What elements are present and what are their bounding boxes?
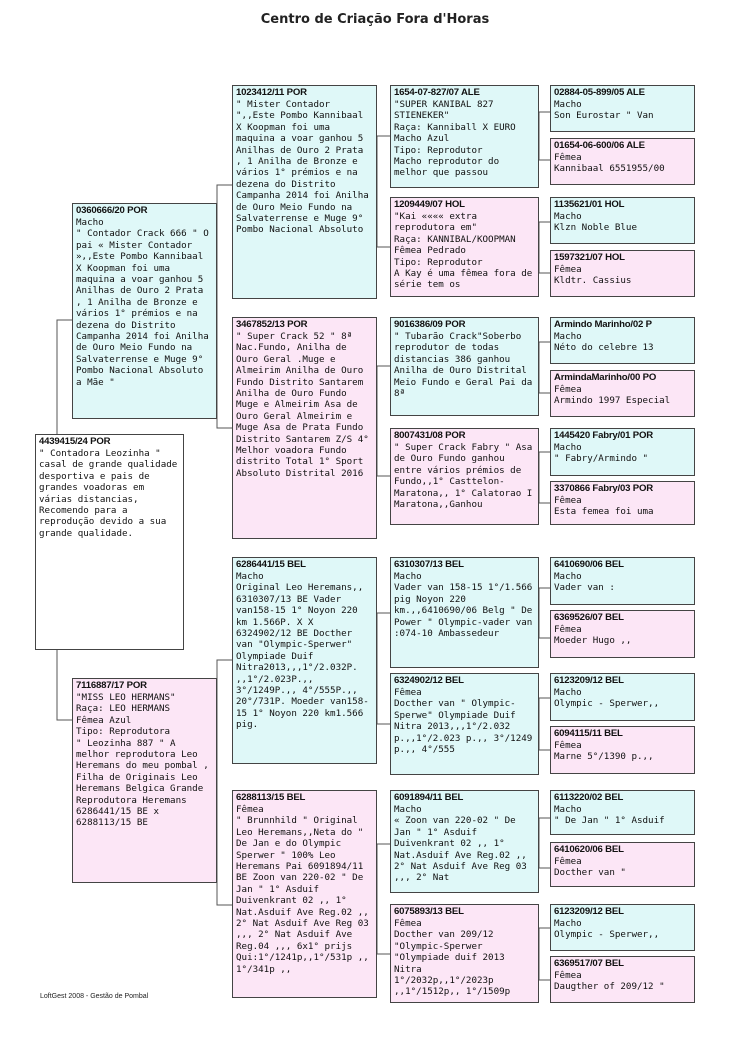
description: Fêmea Kannibaal 6551955/00 <box>554 152 665 175</box>
gen5-card-5[interactable] <box>550 317 695 364</box>
description: Macho " Contador Crack 666 " O pai « Mister Contador »,,Este Pombo Kannibaal X Koopman foi uma maquina a voar ganhou 5 Anilhas de Ouro 2 Prata , 1 Anilha de Bronze e vários 1° prémios e na dezena do Distrito Campanha 2014 foi Anilha de Ouro Meio Fundo na Salvaterrense e Muge 9° Pombo Nacional Absoluto a Mãe " <box>76 217 209 388</box>
gen5-card-8[interactable] <box>550 481 695 525</box>
grandsire-maternal-card[interactable] <box>232 557 377 764</box>
ring-number: 6410620/06 BEL <box>554 844 624 855</box>
gen4-card-5[interactable] <box>390 557 539 668</box>
description: "Kai «««« extra reprodutora em" Raça: KANNIBAL/KOOPMAN Fêmea Pedrado Tipo: Reprodutor A Kay é uma fêmea fora de série tem os <box>394 211 533 291</box>
granddam-paternal-card[interactable] <box>232 317 377 539</box>
description: Macho « Zoon van 220-02 " De Jan " 1° Asduif Duivenkrant 02 ,, 1° Nat.Asduif Ave Reg.02 ,, 2° Nat Asduif Ave Reg 03 ,,, 2° Nat <box>394 804 527 884</box>
description: Fêmea " Brunnhild " Original Leo Heremans,,Neta do " De Jan e do Olympic Sperwer " 100% Leo Heremans Pai 6091894/11 BE Zoon van 220-02 " De Jan " 1° Asduif Duivenkrant 02 ,, 1° Nat.Asduif Ave Reg.02 ,, 2° Nat Asduif Ave Reg 03 ,,, 2° Nat Asduif Ave Reg.04 ,,, 6x1° prijs Qui:1°/1241p,,1°/531p ,, 1°/341p ,, <box>236 804 369 975</box>
ring-number: 6310307/13 BEL <box>394 559 464 570</box>
gen5-card-11[interactable] <box>550 673 695 721</box>
ring-number: 1654-07-827/07 ALE <box>394 87 480 98</box>
description: Fêmea Docther van " Olympic- Sperwe" Olympiade Duif Nitra 2013,,,1°/2.032 p.,,1°/2.023 p.,, 3°/1249 p.,, 4°/555 <box>394 687 533 756</box>
description: "SUPER KANIBAL 827 STIENEKER" Raça: Kanniball X EURO Macho Azul Tipo: Reprodutor Macho reprodutor do melhor que passou <box>394 99 516 179</box>
gen5-card-1[interactable] <box>550 85 695 132</box>
ring-number: 8007431/08 POR <box>394 430 466 441</box>
description: " Contadora Leozinha " casal de grande qualidade desportiva e pais de grandes voadoras em várias distancias, Recomendo para a reprodução devido a sua grande qualidade. <box>39 448 183 539</box>
description: Macho Vader van : <box>554 571 615 594</box>
ring-number: 6123209/12 BEL <box>554 906 624 917</box>
description: Macho Son Eurostar " Van <box>554 99 654 122</box>
ring-number: 6410690/06 BEL <box>554 559 624 570</box>
granddam-maternal-card[interactable] <box>232 790 377 998</box>
sire-card[interactable] <box>72 203 217 419</box>
gen5-card-3[interactable] <box>550 197 695 244</box>
gen5-card-4[interactable] <box>550 250 695 297</box>
ring-number: 1209449/07 HOL <box>394 199 465 210</box>
ring-number: 1023412/11 POR <box>236 87 307 98</box>
description: " Super Crack 52 " 8ª Nac.Fundo, Anilha de Ouro Geral .Muge e Almeirim Anilha de Ouro Fundo Distrito Santarem Anilha de Ouro Fundo Muge e Almeirim Asa de Ouro Geral Almeirim e Muge Asa de Prata Fundo Distrito Santarem Z/S 4° Melhor voadora Fundo distrito Total 1° Sport Absoluto Distrital 2016 <box>236 331 375 479</box>
ring-number: 9016386/09 POR <box>394 319 466 330</box>
gen5-card-7[interactable] <box>550 428 695 476</box>
description: Fêmea Marne 5°/1390 p.,, <box>554 740 654 763</box>
ring-number: 6286441/15 BEL <box>236 559 306 570</box>
gen5-card-10[interactable] <box>550 610 695 658</box>
ring-number: 3467852/13 POR <box>236 319 308 330</box>
ring-number: 7116887/17 POR <box>76 680 147 691</box>
grandsire-paternal-card[interactable] <box>232 85 377 299</box>
description: Fêmea Docther van " <box>554 856 626 879</box>
gen4-card-1[interactable] <box>390 85 539 188</box>
ring-number: 6113220/02 BEL <box>554 792 624 803</box>
description: Fêmea Esta femea foi uma <box>554 495 654 518</box>
gen5-card-2[interactable] <box>550 138 695 185</box>
description: Macho Néto do celebre 13 <box>554 331 654 354</box>
description: Fêmea Docther van 209/12 "Olympic-Sperwer "Olympiade duif 2013 Nitra 1°/2032p,,1°/2023p ,,1°/1512p,, 1°/1509p <box>394 918 511 998</box>
description: Macho Original Leo Heremans,, 6310307/13 BE Vader van158-15 1° Noyon 220 km 1.566P. X X 6324902/12 BE Docther van "Olympic-Sperwer" Olympiade Duif Nitra2013,,,1°/2.032P. ,,1°/2.023P.,, 3°/1249P.,, 4°/555P.,, 20°/731P. Moeder van158-15 1° Noyon 220 km1.566 pig. <box>236 571 369 731</box>
gen5-card-12[interactable] <box>550 726 695 774</box>
gen5-card-15[interactable] <box>550 904 695 951</box>
ring-number: 6324902/12 BEL <box>394 675 464 686</box>
description: Macho Vader van 158-15 1°/1.566 pig Noyon 220 km.,,6410690/06 Belg " De Power " Olympic-vader van :074-10 Ambassedeur <box>394 571 533 640</box>
gen5-card-16[interactable] <box>550 956 695 1003</box>
gen4-card-2[interactable] <box>390 197 539 297</box>
ring-number: ArmindaMarinho/00 PO <box>554 372 657 383</box>
description: Macho Olympic - Sperwer,, <box>554 918 660 941</box>
description: Macho Klzn Noble Blue <box>554 211 637 234</box>
description: Macho Olympic - Sperwer,, <box>554 687 660 710</box>
ring-number: 1445420 Fabry/01 POR <box>554 430 653 441</box>
ring-number: 6288113/15 BEL <box>236 792 306 803</box>
gen5-card-6[interactable] <box>550 370 695 417</box>
ring-number: 1597321/07 HOL <box>554 252 625 263</box>
ring-number: 01654-06-600/06 ALE <box>554 140 645 151</box>
gen4-card-7[interactable] <box>390 790 539 893</box>
gen5-card-9[interactable] <box>550 557 695 605</box>
ring-number: 6075893/13 BEL <box>394 906 464 917</box>
gen4-card-8[interactable] <box>390 904 539 1003</box>
gen4-card-4[interactable] <box>390 428 539 525</box>
ring-number: 02884-05-899/05 ALE <box>554 87 645 98</box>
ring-number: 6123209/12 BEL <box>554 675 624 686</box>
footer-credit: LoftGest 2008 - Gestão de Pombal <box>40 993 149 1000</box>
ring-number: 6094115/11 BEL <box>554 728 623 739</box>
ring-number: 6369526/07 BEL <box>554 612 624 623</box>
ring-number: 3370866 Fabry/03 POR <box>554 483 653 494</box>
description: "MISS LEO HERMANS" Raça: LEO HERMANS Fêmea Azul Tipo: Reprodutora " Leozinha 887 " A melhor reprodutora Leo Heremans do meu pombal , Filha de Originais Leo Heremans Belgica Grande Reprodutora Heremans 6286441/15 BE x 6288113/15 BE <box>76 692 209 829</box>
description: Fêmea Armindo 1997 Especial <box>554 384 671 407</box>
description: Macho " Fabry/Armindo " <box>554 442 649 465</box>
page-title: Centro de Criação Fora d'Horas <box>260 12 490 27</box>
ring-number: 1135621/01 HOL <box>554 199 625 210</box>
ring-number: Armindo Marinho/02 P <box>554 319 652 330</box>
description: " Mister Contador ",,Este Pombo Kannibaal X Koopman foi uma maquina a voar ganhou 5 Anilhas de Ouro 2 Prata , 1 Anilha de Bronze e vários 1° prémios e na dezena do Distrito Campanha 2014 foi Anilha de Ouro Meio Fundo na Salvaterrense e Muge 9° Pombo Nacional Absoluto <box>236 99 375 236</box>
description: Fêmea Moeder Hugo ,, <box>554 624 632 647</box>
ring-number: 6091894/11 BEL <box>394 792 464 803</box>
ring-number: 0360666/20 POR <box>76 205 148 216</box>
ring-number: 4439415/24 POR <box>39 436 111 447</box>
description: " Super Crack Fabry " Asa de Ouro Fundo ganhou entre vários prémios de Fundo,,1° Casttelon-Maratona,, 1° Calatorao I Maratona,,Ganhou <box>394 442 538 511</box>
description: Macho " De Jan " 1° Asduif <box>554 804 665 827</box>
gen5-card-14[interactable] <box>550 842 695 887</box>
gen5-card-13[interactable] <box>550 790 695 835</box>
description: " Tubarão Crack"Soberbo reprodutor de todas distancias 386 ganhou Anilha de Ouro Distrital Meio Fundo e Geral Pai da 8ª <box>394 331 538 400</box>
description: Fêmea Kldtr. Cassius <box>554 264 632 287</box>
gen4-card-3[interactable] <box>390 317 539 416</box>
gen4-card-6[interactable] <box>390 673 539 775</box>
dam-card[interactable] <box>72 678 217 883</box>
description: Fêmea Daugther of 209/12 " <box>554 970 665 993</box>
subject-card[interactable] <box>35 434 184 650</box>
ring-number: 6369517/07 BEL <box>554 958 624 969</box>
